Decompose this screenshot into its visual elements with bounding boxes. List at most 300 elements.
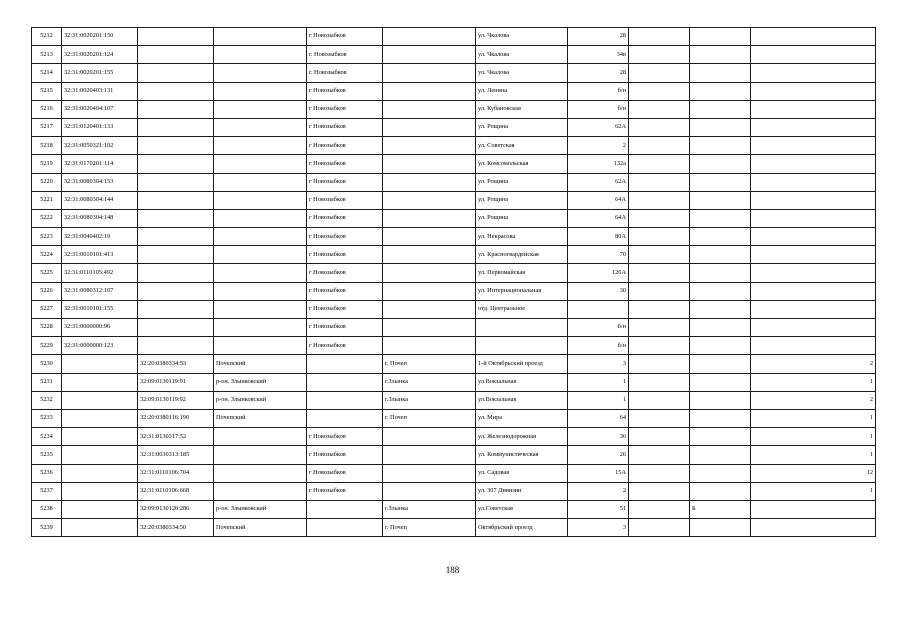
cadastral-number-alt-cell [138,246,214,264]
letter-cell [690,155,751,173]
city-cell: г Новозыбков [307,319,383,337]
settlement-cell: г.Злынка [383,391,476,409]
street-cell: ул. Красногвардейская [476,246,568,264]
cadastral-number-alt-cell: 32:20:0380334:53 [138,355,214,373]
building-cell [629,137,690,155]
house-number-cell [568,300,629,318]
street-cell [476,337,568,355]
table-row [32,82,876,100]
table-row [32,446,876,464]
district-cell [214,118,307,136]
cadastral-number-alt-cell: 32:20:0380334:50 [138,519,214,537]
street-cell: ул. Ленина [476,82,568,100]
cadastral-number-alt-cell [138,118,214,136]
row-number-cell: 5216 [32,100,62,118]
cadastral-number-cell: 32:31:0110105:492 [62,264,138,282]
street-cell: ул. Рощина [476,209,568,227]
cadastral-number-alt-cell: 32:09:0130120:286 [138,500,214,518]
street-cell: ул. Чкалова [476,64,568,82]
letter-cell [690,300,751,318]
building-cell [629,300,690,318]
letter-cell [690,373,751,391]
cadastral-number-alt-cell [138,282,214,300]
row-number-cell: 5239 [32,519,62,537]
district-cell [214,446,307,464]
row-number-cell: 5230 [32,355,62,373]
building-cell [629,464,690,482]
street-cell: ул. Коммунистическая [476,446,568,464]
building-cell [629,482,690,500]
cadastral-number-alt-cell [138,28,214,46]
building-cell [629,28,690,46]
cadastral-number-alt-cell [138,64,214,82]
building-cell [629,191,690,209]
cadastral-number-cell: 32:31:0040402:19 [62,228,138,246]
cadastral-number-alt-cell: 32:20:0380116:190 [138,409,214,427]
house-number-cell: 26 [568,446,629,464]
city-cell [307,500,383,518]
settlement-cell [383,155,476,173]
cadastral-number-cell: 32:31:0010101:155 [62,300,138,318]
cadastral-number-alt-cell [138,191,214,209]
settlement-cell [383,209,476,227]
letter-cell [690,446,751,464]
building-cell [629,82,690,100]
house-number-cell: б/н [568,337,629,355]
registry-table [31,27,876,537]
quantity-cell [751,155,876,173]
table-row [32,264,876,282]
row-number-cell: 5228 [32,319,62,337]
letter-cell [690,355,751,373]
district-cell [214,191,307,209]
street-cell: ул. Чкалова [476,28,568,46]
street-cell: ул. Мира [476,409,568,427]
district-cell [214,173,307,191]
cadastral-number-cell: 32:31:0020403:131 [62,82,138,100]
cadastral-number-cell [62,428,138,446]
district-cell [214,100,307,118]
building-cell [629,337,690,355]
district-cell [214,155,307,173]
table-row [32,319,876,337]
letter-cell [690,264,751,282]
quantity-cell: 1 [751,446,876,464]
settlement-cell [383,137,476,155]
row-number-cell: 5234 [32,428,62,446]
row-number-cell: 5214 [32,64,62,82]
district-cell [214,282,307,300]
building-cell [629,282,690,300]
cadastral-number-cell [62,482,138,500]
cadastral-number-alt-cell [138,155,214,173]
row-number-cell: 5225 [32,264,62,282]
city-cell: г Новозыбков [307,209,383,227]
building-cell [629,264,690,282]
quantity-cell: 1 [751,409,876,427]
quantity-cell: 1 [751,373,876,391]
building-cell [629,355,690,373]
building-cell [629,319,690,337]
district-cell [214,464,307,482]
settlement-cell: г. Почеп [383,409,476,427]
district-cell [214,264,307,282]
district-cell: р-он. Злынковский [214,500,307,518]
cadastral-number-alt-cell [138,300,214,318]
table-row [32,500,876,518]
cadastral-number-cell [62,409,138,427]
row-number-cell: 5232 [32,391,62,409]
table-row [32,137,876,155]
district-cell [214,228,307,246]
row-number-cell: 5229 [32,337,62,355]
city-cell: г Новозыбков [307,191,383,209]
district-cell [214,246,307,264]
row-number-cell: 5221 [32,191,62,209]
cadastral-number-alt-cell [138,46,214,64]
cadastral-number-cell: 32:31:0010101:413 [62,246,138,264]
house-number-cell: 51 [568,500,629,518]
street-cell: ул. Комсомольская [476,155,568,173]
quantity-cell [751,137,876,155]
settlement-cell [383,82,476,100]
house-number-cell: 28 [568,64,629,82]
city-cell: г Новозыбков [307,118,383,136]
district-cell: Почепский [214,519,307,537]
row-number-cell: 5217 [32,118,62,136]
settlement-cell: г. Почеп [383,355,476,373]
street-cell: ул. Чкалова [476,46,568,64]
cadastral-number-cell [62,391,138,409]
cadastral-number-cell: 32:31:0080312:107 [62,282,138,300]
house-number-cell: 28 [568,28,629,46]
city-cell [307,373,383,391]
settlement-cell: г.Злынка [383,500,476,518]
city-cell: г Новозыбков [307,100,383,118]
letter-cell [690,191,751,209]
house-number-cell: 1 [568,391,629,409]
settlement-cell [383,64,476,82]
quantity-cell [751,46,876,64]
building-cell [629,228,690,246]
cadastral-number-cell [62,519,138,537]
row-number-cell: 5235 [32,446,62,464]
row-number-cell: 5231 [32,373,62,391]
district-cell [214,209,307,227]
house-number-cell: 64А [568,191,629,209]
street-cell: отд. Центральное [476,300,568,318]
house-number-cell: 62А [568,118,629,136]
cadastral-number-cell [62,373,138,391]
city-cell: г Новозыбков [307,28,383,46]
cadastral-number-alt-cell: 32:31:0110106:668 [138,482,214,500]
row-number-cell: 5215 [32,82,62,100]
row-number-cell: 5223 [32,228,62,246]
settlement-cell [383,464,476,482]
house-number-cell: 80А [568,228,629,246]
building-cell [629,209,690,227]
cadastral-number-alt-cell: 32:09:0130119:92 [138,391,214,409]
cadastral-number-alt-cell [138,100,214,118]
table-row [32,391,876,409]
street-cell: ул. Железнодорожная [476,428,568,446]
street-cell: ул. Садовая [476,464,568,482]
row-number-cell: 5220 [32,173,62,191]
cadastral-number-cell [62,446,138,464]
building-cell [629,46,690,64]
settlement-cell [383,191,476,209]
letter-cell [690,118,751,136]
city-cell: г Новозыбков [307,264,383,282]
row-number-cell: 5236 [32,464,62,482]
cadastral-number-alt-cell [138,137,214,155]
city-cell: г Новозыбков [307,464,383,482]
cadastral-number-cell: 32:31:0080304:148 [62,209,138,227]
table-row [32,337,876,355]
city-cell [307,519,383,537]
cadastral-number-alt-cell: 32:09:0130119:91 [138,373,214,391]
quantity-cell [751,319,876,337]
cadastral-number-cell: 32:31:0020404:107 [62,100,138,118]
table-row [32,300,876,318]
letter-cell [690,46,751,64]
row-number-cell: 5233 [32,409,62,427]
cadastral-number-cell: 32:31:0170201:114 [62,155,138,173]
street-cell: ул. Рощина [476,173,568,191]
table-row [32,228,876,246]
cadastral-number-alt-cell: 32:31:0130317:52 [138,428,214,446]
row-number-cell: 5238 [32,500,62,518]
table-row [32,355,876,373]
quantity-cell [751,100,876,118]
table-row [32,282,876,300]
settlement-cell [383,337,476,355]
house-number-cell: б/н [568,100,629,118]
district-cell [214,482,307,500]
quantity-cell: 12 [751,464,876,482]
quantity-cell [751,300,876,318]
cadastral-number-alt-cell [138,319,214,337]
cadastral-number-alt-cell [138,82,214,100]
house-number-cell: 2 [568,482,629,500]
table-row [32,191,876,209]
house-number-cell: б/н [568,319,629,337]
cadastral-number-alt-cell [138,337,214,355]
letter-cell [690,28,751,46]
city-cell: г Новозыбков [307,173,383,191]
settlement-cell [383,482,476,500]
letter-cell [690,282,751,300]
settlement-cell [383,300,476,318]
house-number-cell: 64 [568,409,629,427]
city-cell: г Новозыбков [307,282,383,300]
cadastral-number-cell: 32:31:0080304:144 [62,191,138,209]
district-cell [214,46,307,64]
district-cell: р-он. Злынковский [214,373,307,391]
building-cell [629,246,690,264]
building-cell [629,64,690,82]
street-cell: ул.Советская [476,500,568,518]
building-cell [629,409,690,427]
quantity-cell [751,191,876,209]
street-cell: ул.Вокзальная [476,391,568,409]
settlement-cell [383,100,476,118]
letter-cell [690,82,751,100]
quantity-cell [751,228,876,246]
cadastral-number-cell: 32:31:0000000:96 [62,319,138,337]
table-row [32,409,876,427]
house-number-cell: 70 [568,246,629,264]
registry-table-body [32,28,876,537]
quantity-cell [751,64,876,82]
district-cell [214,319,307,337]
street-cell: Октябрьский проезд [476,519,568,537]
table-row [32,464,876,482]
settlement-cell: г.Злынка [383,373,476,391]
quantity-cell [751,246,876,264]
house-number-cell: 36 [568,428,629,446]
cadastral-number-cell: 32:31:0020201:150 [62,28,138,46]
table-row [32,482,876,500]
letter-cell [690,428,751,446]
row-number-cell: 5213 [32,46,62,64]
row-number-cell: 5227 [32,300,62,318]
city-cell: г Новозыбков [307,446,383,464]
street-cell: ул. Рощина [476,191,568,209]
table-row [32,209,876,227]
quantity-cell [751,28,876,46]
quantity-cell [751,337,876,355]
street-cell: 1-й Октябрьский проезд [476,355,568,373]
cadastral-number-cell [62,464,138,482]
street-cell: ул.Вокзальная [476,373,568,391]
city-cell [307,409,383,427]
settlement-cell: г. Почеп [383,519,476,537]
settlement-cell [383,28,476,46]
city-cell: г Новозыбков [307,137,383,155]
letter-cell [690,337,751,355]
city-cell [307,355,383,373]
settlement-cell [383,46,476,64]
row-number-cell: 5224 [32,246,62,264]
cadastral-number-cell [62,355,138,373]
city-cell: г Новозыбков [307,155,383,173]
row-number-cell: 5218 [32,137,62,155]
building-cell [629,428,690,446]
settlement-cell [383,228,476,246]
city-cell: г Новозыбков [307,228,383,246]
cadastral-number-cell: 32:31:0020201:155 [62,64,138,82]
quantity-cell: 2 [751,355,876,373]
settlement-cell [383,282,476,300]
letter-cell [690,464,751,482]
city-cell: г Новозыбков [307,482,383,500]
cadastral-number-alt-cell: 32:31:0110106:704 [138,464,214,482]
settlement-cell [383,446,476,464]
house-number-cell: 34в [568,46,629,64]
cadastral-number-alt-cell [138,264,214,282]
letter-cell [690,391,751,409]
table-row [32,519,876,537]
cadastral-number-cell: 32:31:0080304:153 [62,173,138,191]
letter-cell [690,209,751,227]
building-cell [629,118,690,136]
table-row [32,173,876,191]
table-row [32,118,876,136]
row-number-cell: 5222 [32,209,62,227]
cadastral-number-alt-cell [138,209,214,227]
quantity-cell [751,209,876,227]
district-cell: р-он. Злынковский [214,391,307,409]
quantity-cell: 1 [751,428,876,446]
house-number-cell: 30 [568,282,629,300]
district-cell [214,300,307,318]
page-number: 188 [445,565,460,575]
quantity-cell [751,519,876,537]
cadastral-number-cell: 32:31:0000000:123 [62,337,138,355]
building-cell [629,519,690,537]
letter-cell [690,409,751,427]
street-cell: ул. Первомайская [476,264,568,282]
quantity-cell [751,264,876,282]
city-cell: г. Новозыбков [307,46,383,64]
letter-cell [690,64,751,82]
building-cell [629,446,690,464]
cadastral-number-cell: 32:31:0120401:133 [62,118,138,136]
table-row [32,246,876,264]
district-cell [214,28,307,46]
house-number-cell: б/н [568,82,629,100]
letter-cell [690,482,751,500]
quantity-cell [751,500,876,518]
city-cell [307,391,383,409]
row-number-cell: 5226 [32,282,62,300]
letter-cell: Б [690,500,751,518]
city-cell: г Новозыбков [307,337,383,355]
house-number-cell: 3 [568,355,629,373]
letter-cell [690,319,751,337]
letter-cell [690,173,751,191]
settlement-cell [383,264,476,282]
quantity-cell [751,173,876,191]
row-number-cell: 5219 [32,155,62,173]
table-row [32,64,876,82]
table-row [32,155,876,173]
row-number-cell: 5212 [32,28,62,46]
city-cell: г Новозыбков [307,82,383,100]
row-number-cell: 5237 [32,482,62,500]
cadastral-number-cell: 32:31:0050321:102 [62,137,138,155]
district-cell [214,137,307,155]
city-cell: г Новозыбков [307,300,383,318]
street-cell: ул. Некрасова [476,228,568,246]
quantity-cell: 1 [751,482,876,500]
street-cell [476,319,568,337]
table-row [32,100,876,118]
cadastral-number-cell [62,500,138,518]
house-number-cell: 64А [568,209,629,227]
settlement-cell [383,246,476,264]
building-cell [629,100,690,118]
building-cell [629,155,690,173]
house-number-cell: 132а [568,155,629,173]
district-cell [214,64,307,82]
street-cell: ул. 307 Дивизии [476,482,568,500]
cadastral-number-alt-cell [138,173,214,191]
settlement-cell [383,173,476,191]
district-cell [214,82,307,100]
city-cell: г. Новозыбков [307,64,383,82]
